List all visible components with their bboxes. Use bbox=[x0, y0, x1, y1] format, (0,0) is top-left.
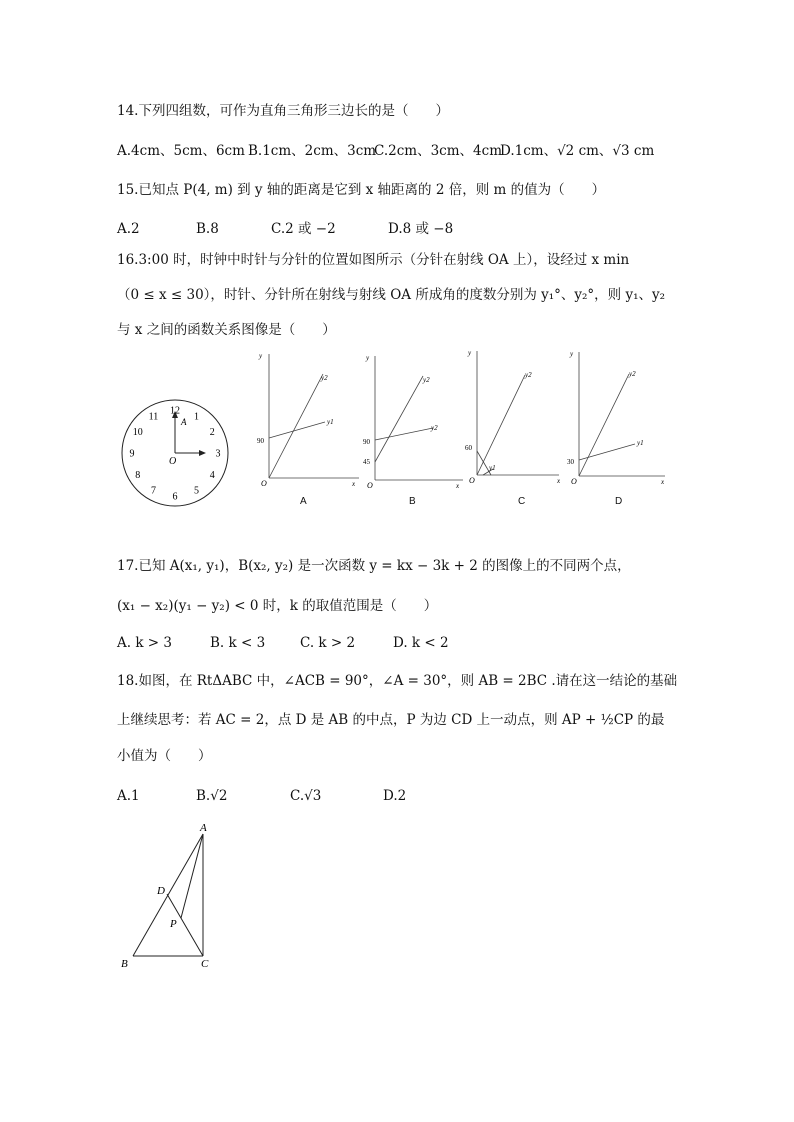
graph-a-yaxis: y bbox=[259, 352, 263, 360]
graph-b-y1-label: y2 bbox=[431, 424, 438, 432]
clock-number: 8 bbox=[135, 470, 141, 481]
clock-number: 5 bbox=[194, 485, 199, 497]
graph-b-origin: O bbox=[367, 481, 373, 490]
q17-option-d: D. k < 2 bbox=[393, 635, 449, 651]
q18-line3: 小值为（ ） bbox=[117, 748, 212, 764]
q15-option-a: A.2 bbox=[117, 221, 140, 237]
graph-d-yaxis: y bbox=[570, 350, 574, 358]
triangle-label-b: B bbox=[121, 958, 128, 970]
triangle-label-a: A bbox=[200, 822, 207, 834]
graph-d-caption: D bbox=[615, 496, 623, 507]
graph-b-tick-45: 45 bbox=[363, 458, 370, 466]
q14-option-c: C.2cm、3cm、4cm bbox=[374, 143, 502, 159]
q18-option-b: B.√2 bbox=[196, 788, 228, 804]
q18-option-a: A.1 bbox=[117, 788, 140, 804]
q17-line2: (x₁ − x₂)(y₁ − y₂) < 0 时，k 的取值范围是（ ） bbox=[117, 598, 438, 614]
clock-label-a: A bbox=[181, 417, 187, 427]
clock-number: 3 bbox=[215, 448, 221, 460]
graph-b-yaxis: y bbox=[366, 354, 370, 362]
clock-number: 7 bbox=[151, 485, 156, 497]
graph-b bbox=[363, 352, 473, 490]
graph-b-tick-90: 90 bbox=[363, 438, 370, 446]
graph-a-y2-label: y2 bbox=[321, 374, 328, 382]
q17-option-b: B. k < 3 bbox=[210, 635, 266, 651]
q14-stem: 14.下列四组数，可作为直角三角形三边长的是（ ） bbox=[117, 103, 449, 119]
graph-d-tick-30: 30 bbox=[567, 458, 574, 466]
q14-option-a: A.4cm、5cm、6cm bbox=[117, 143, 245, 159]
clock-number: 12 bbox=[170, 405, 180, 417]
clock-number: 2 bbox=[209, 427, 215, 438]
graph-c-caption: C bbox=[518, 496, 526, 507]
q14-option-d: D.1cm、√2 cm、√3 cm bbox=[500, 143, 655, 159]
graph-d-xaxis: x bbox=[661, 478, 665, 486]
clock-number: 9 bbox=[129, 448, 135, 460]
q15-option-d: D.8 或 −8 bbox=[388, 221, 454, 237]
graph-c-yaxis: y bbox=[468, 349, 472, 357]
graph-a-caption: A bbox=[300, 496, 307, 507]
q15-option-c: C.2 或 −2 bbox=[271, 221, 336, 237]
triangle-label-d: D bbox=[157, 885, 165, 897]
graph-c bbox=[465, 347, 575, 485]
q16-line2: （0 ≤ x ≤ 30），时针、分针所在射线与射线 OA 所成角的度数分别为 y₁°、y₂°，则 y₁、y₂ bbox=[117, 287, 666, 303]
graph-c-y2-label: y2 bbox=[525, 371, 532, 379]
q17-option-a: A. k > 3 bbox=[117, 635, 172, 651]
q18-option-d: D.2 bbox=[383, 788, 407, 804]
clock-figure bbox=[120, 398, 230, 508]
graph-c-origin: O bbox=[469, 476, 475, 485]
graph-a-y1-label: y1 bbox=[327, 418, 334, 426]
graph-c-xaxis: x bbox=[557, 477, 561, 485]
graph-d bbox=[567, 348, 677, 486]
graph-b-xaxis: x bbox=[456, 482, 460, 490]
clock-label-o: O bbox=[169, 456, 177, 467]
q18-line1: 18.如图，在 RtΔABC 中，∠ACB = 90°，∠A = 30°，则 AB = 2BC .请在这一结论的基础 bbox=[117, 673, 678, 689]
clock-number: 4 bbox=[209, 470, 215, 481]
clock-number: 6 bbox=[172, 491, 178, 503]
graph-b-caption: B bbox=[409, 496, 416, 507]
q18-option-c: C.√3 bbox=[290, 788, 322, 804]
q14-option-b: B.1cm、2cm、3cm bbox=[248, 143, 377, 159]
q16-line1: 16.3:00 时，时钟中时针与分针的位置如图所示（分针在射线 OA 上），设经过 x min bbox=[117, 252, 630, 268]
q15-stem: 15.已知点 P(4, m) 到 y 轴的距离是它到 x 轴距离的 2 倍，则 m 的值为（ ） bbox=[117, 182, 606, 198]
graph-a-tick-90: 90 bbox=[257, 437, 264, 445]
graph-b-y2-label: y2 bbox=[423, 376, 430, 384]
clock-number: 1 bbox=[194, 411, 199, 423]
q17-line1: 17.已知 A(x₁, y₁)，B(x₂, y₂) 是一次函数 y = kx − 3k + 2 的图像上的不同两个点， bbox=[117, 558, 631, 574]
clock-number: 11 bbox=[148, 411, 159, 423]
q16-line3: 与 x 之间的函数关系图像是（ ） bbox=[117, 322, 336, 338]
triangle-label-c: C bbox=[201, 958, 209, 970]
q15-option-b: B.8 bbox=[196, 221, 219, 237]
triangle-label-p: P bbox=[170, 918, 177, 930]
graph-a bbox=[255, 350, 365, 488]
graph-a-origin: O bbox=[261, 479, 267, 488]
q18-line2: 上继续思考：若 AC = 2，点 D 是 AB 的中点，P 为边 CD 上一动点，则 AP + ½CP 的最 bbox=[117, 712, 665, 728]
graph-c-y1-label: y1 bbox=[489, 464, 496, 472]
graph-d-y1-label: y1 bbox=[637, 439, 644, 447]
graph-a-xaxis: x bbox=[352, 480, 356, 488]
graph-c-tick-60: 60 bbox=[465, 444, 472, 452]
clock-number: 10 bbox=[132, 427, 143, 438]
triangle-figure bbox=[115, 820, 235, 970]
graph-d-y2-label: y2 bbox=[629, 370, 636, 378]
graph-d-origin: O bbox=[571, 477, 577, 486]
q17-option-c: C. k > 2 bbox=[300, 635, 356, 651]
